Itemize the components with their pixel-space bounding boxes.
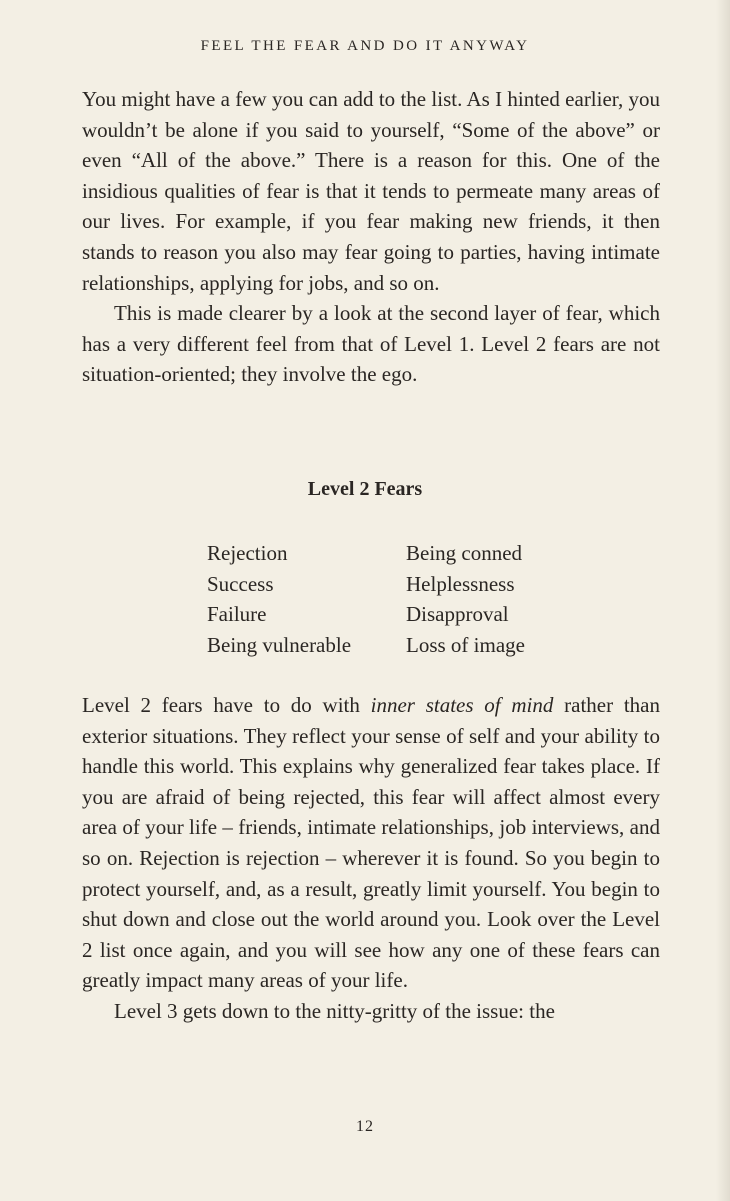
emphasis-text: inner states of mind	[370, 693, 554, 717]
list-item: Helplessness	[406, 571, 515, 596]
page-edge-shadow	[716, 0, 730, 1201]
list-item: Rejection	[207, 541, 288, 565]
body-text-top	[82, 84, 660, 390]
list-item: Being vulnerable	[207, 632, 352, 657]
list-item: Failure	[207, 602, 267, 627]
list-item: Disapproval	[406, 602, 509, 627]
page-number: 12	[356, 1118, 374, 1135]
paragraph: You might have a few you can add to the list. As I hinted earlier, you wouldn’t be alone if you said to yourself, “Some of the above” or even “All of the above.” There is a reason for this. One of the insidious qualities of fear is that it tends to permeate many areas of our lives. For example, if you fear making new friends, it then stands to reason you also may fear going to parties, having intimate relationships, applying for jobs, and so on.	[82, 87, 660, 295]
fear-list	[207, 538, 566, 660]
paragraph	[82, 690, 660, 996]
paragraph-rest: rather than exterior situations. They reflect your sense of self and your ability to handle this world. This explains why generalized fear takes place. If you are afraid of being rejected, this fear will affect almost every area of your life – friends, intimate relationships, job interviews, and so on. Rejection is rejection – wherever it is found. So you begin to protect yourself, and, as a result, greatly limit yourself. You begin to shut down and close out the world around you. Look over the Level 2 list once again, and you will see how any one of these fears can greatly impact many areas of your life.	[82, 693, 661, 993]
paragraph: This is made clearer by a look at the second layer of fear, which has a very different feel from that of Level 1. Level 2 fears are not situation-oriented; they involve the ego.	[82, 301, 660, 387]
paragraph-lead: Level 2 fears have to do with	[82, 693, 371, 717]
list-item: Being conned	[406, 541, 523, 565]
running-head: FEEL THE FEAR AND DO IT ANYWAY	[200, 38, 530, 54]
list-item: Loss of image	[406, 632, 525, 657]
body-text-bottom	[82, 690, 660, 1027]
list-item: Success	[207, 571, 274, 596]
section-heading: Level 2 Fears	[307, 478, 423, 500]
paragraph: Level 3 gets down to the nitty-gritty of the issue: the	[114, 998, 555, 1023]
